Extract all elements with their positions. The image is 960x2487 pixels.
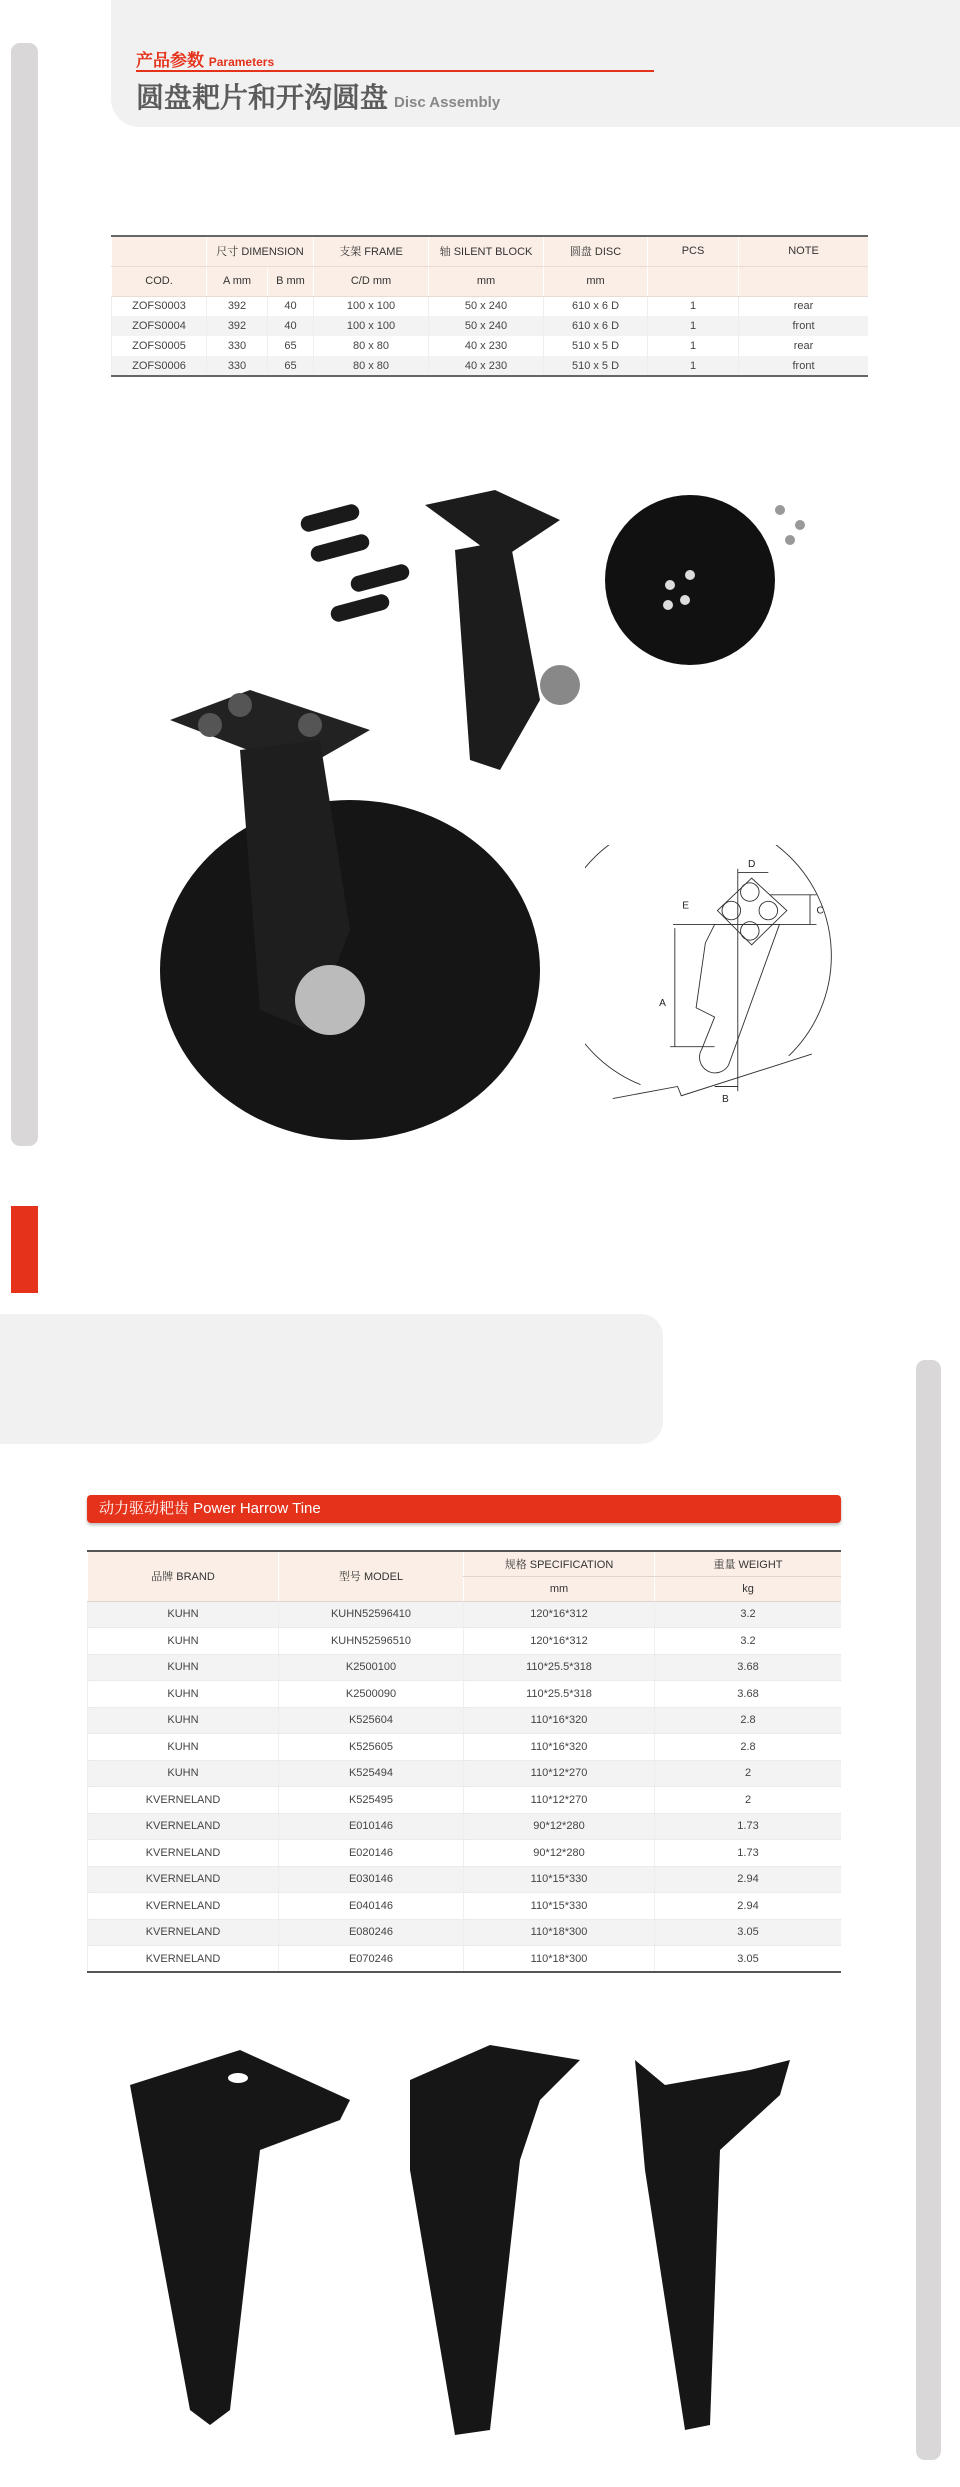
table-cell: 110*18*300 <box>464 1919 655 1946</box>
table-cell: 2.94 <box>655 1866 842 1893</box>
table-cell: 610 x 6 D <box>544 296 648 316</box>
table-cell: 90*12*280 <box>464 1813 655 1840</box>
table-cell: front <box>739 356 869 376</box>
table-cell: K2500100 <box>279 1654 464 1681</box>
table-cell: ZOFS0006 <box>112 356 207 376</box>
table-row <box>88 1813 842 1840</box>
table-cell: 2.94 <box>655 1893 842 1920</box>
dimension-diagram <box>585 845 835 1115</box>
table-row <box>88 1654 842 1681</box>
column-header: PCS <box>648 236 739 266</box>
table-row <box>88 1866 842 1893</box>
section-banner: 动力驱动耙齿 Power Harrow Tine <box>87 1495 841 1523</box>
table-cell: rear <box>739 296 869 316</box>
table-cell: KVERNELAND <box>88 1919 279 1946</box>
column-header <box>112 236 207 266</box>
table-cell: 110*16*320 <box>464 1734 655 1761</box>
column-header: mm <box>464 1576 655 1601</box>
table-cell: 50 x 240 <box>429 316 544 336</box>
table-row <box>88 1893 842 1920</box>
table-cell: K2500090 <box>279 1681 464 1708</box>
table-row <box>112 336 869 356</box>
small-bracket-image <box>425 490 580 770</box>
tine-photos <box>110 2040 810 2460</box>
table-cell: 3.68 <box>655 1681 842 1708</box>
table-cell: 3.68 <box>655 1654 842 1681</box>
table-cell: 40 <box>268 296 314 316</box>
table-cell: KUHN <box>88 1628 279 1655</box>
table-row <box>88 1919 842 1946</box>
table-cell: 80 x 80 <box>314 356 429 376</box>
table-row <box>88 1787 842 1814</box>
label-e: E <box>682 900 690 912</box>
table-cell: ZOFS0003 <box>112 296 207 316</box>
column-header: mm <box>429 266 544 296</box>
table-row <box>88 1946 842 1973</box>
column-header: C/D mm <box>314 266 429 296</box>
column-header: 圆盘 DISC <box>544 236 648 266</box>
table-cell: KUHN52596510 <box>279 1628 464 1655</box>
table-cell: 110*25.5*318 <box>464 1681 655 1708</box>
table-cell: E020146 <box>279 1840 464 1867</box>
table-row <box>112 356 869 376</box>
left-decor-bar <box>11 43 38 1146</box>
table-cell: ZOFS0004 <box>112 316 207 336</box>
table-cell: 2.8 <box>655 1707 842 1734</box>
label-d: D <box>747 859 756 871</box>
table-cell: 330 <box>207 336 268 356</box>
table-cell: 110*16*320 <box>464 1707 655 1734</box>
table-cell: 40 <box>268 316 314 336</box>
column-header: 品牌 BRAND <box>88 1551 279 1601</box>
table-cell: 392 <box>207 316 268 336</box>
table-cell: 1 <box>648 356 739 376</box>
table-cell: KVERNELAND <box>88 1893 279 1920</box>
small-disc-image <box>605 495 805 665</box>
table-row <box>112 296 869 316</box>
table-row <box>88 1681 842 1708</box>
table-cell: KVERNELAND <box>88 1946 279 1973</box>
table-cell: E010146 <box>279 1813 464 1840</box>
column-header: NOTE <box>739 236 869 266</box>
table-cell: front <box>739 316 869 336</box>
table-cell: 110*15*330 <box>464 1866 655 1893</box>
table-cell: KUHN <box>88 1760 279 1787</box>
tine-image-2 <box>410 2045 580 2435</box>
table-cell: KVERNELAND <box>88 1787 279 1814</box>
table-cell: KUHN <box>88 1707 279 1734</box>
table-cell: 1 <box>648 336 739 356</box>
column-header: 规格 SPECIFICATION <box>464 1551 655 1576</box>
column-header: COD. <box>112 266 207 296</box>
section-label: 产品参数 Parameters <box>136 51 275 70</box>
table-row <box>112 316 869 336</box>
disc-spec-table <box>111 235 868 377</box>
tine-image-1 <box>130 2050 350 2425</box>
table-cell: 120*16*312 <box>464 1601 655 1628</box>
table-row <box>88 1628 842 1655</box>
table-cell: 610 x 6 D <box>544 316 648 336</box>
table-cell: 2 <box>655 1787 842 1814</box>
column-header: A mm <box>207 266 268 296</box>
table-cell: 510 x 5 D <box>544 336 648 356</box>
column-header: 尺寸 DIMENSION <box>207 236 314 266</box>
table-cell: 3.2 <box>655 1601 842 1628</box>
table-cell: 330 <box>207 356 268 376</box>
table-cell: rear <box>739 336 869 356</box>
column-header: kg <box>655 1576 842 1601</box>
table-cell: 40 x 230 <box>429 356 544 376</box>
table-row <box>88 1840 842 1867</box>
label-a: A <box>659 997 666 1009</box>
table-cell: 1 <box>648 316 739 336</box>
table-row <box>88 1601 842 1628</box>
table-cell: 110*12*270 <box>464 1760 655 1787</box>
table-cell: K525495 <box>279 1787 464 1814</box>
table-cell: KUHN <box>88 1654 279 1681</box>
table-cell: 3.05 <box>655 1946 842 1973</box>
table-cell: KUHN52596410 <box>279 1601 464 1628</box>
table-cell: 2.8 <box>655 1734 842 1761</box>
table-cell: 65 <box>268 336 314 356</box>
table-row <box>88 1760 842 1787</box>
table-cell: KUHN <box>88 1734 279 1761</box>
table-cell: 3.2 <box>655 1628 842 1655</box>
table-cell: 110*25.5*318 <box>464 1654 655 1681</box>
column-header <box>648 266 739 296</box>
red-decor-block <box>11 1206 38 1293</box>
table-row <box>88 1734 842 1761</box>
table-cell: 40 x 230 <box>429 336 544 356</box>
table-cell: E070246 <box>279 1946 464 1973</box>
page-title: 圆盘耙片和开沟圆盘 Disc Assembly <box>136 82 501 113</box>
table-cell: 100 x 100 <box>314 296 429 316</box>
table-cell: KVERNELAND <box>88 1813 279 1840</box>
column-header: 重量 WEIGHT <box>655 1551 842 1576</box>
column-header: mm <box>544 266 648 296</box>
table-cell: 1.73 <box>655 1813 842 1840</box>
table-cell: 50 x 240 <box>429 296 544 316</box>
table-cell: E080246 <box>279 1919 464 1946</box>
table-cell: 110*15*330 <box>464 1893 655 1920</box>
column-header <box>739 266 869 296</box>
label-b: B <box>722 1094 729 1106</box>
table-cell: K525604 <box>279 1707 464 1734</box>
column-header: 轴 SILENT BLOCK <box>429 236 544 266</box>
table-cell: 3.05 <box>655 1919 842 1946</box>
table-row <box>88 1707 842 1734</box>
table-cell: 110*18*300 <box>464 1946 655 1973</box>
table-cell: 510 x 5 D <box>544 356 648 376</box>
table-cell: KUHN <box>88 1601 279 1628</box>
right-decor-bar <box>916 1360 941 2460</box>
table-cell: 392 <box>207 296 268 316</box>
section-panel <box>0 1314 663 1444</box>
label-c: C <box>816 905 824 917</box>
table-cell: E040146 <box>279 1893 464 1920</box>
column-header: 支架 FRAME <box>314 236 429 266</box>
table-cell: 100 x 100 <box>314 316 429 336</box>
column-header: B mm <box>268 266 314 296</box>
table-cell: 1.73 <box>655 1840 842 1867</box>
pins-image <box>299 503 411 624</box>
table-cell: 1 <box>648 296 739 316</box>
table-cell: E030146 <box>279 1866 464 1893</box>
table-cell: 2 <box>655 1760 842 1787</box>
table-cell: KVERNELAND <box>88 1866 279 1893</box>
table-cell: KUHN <box>88 1681 279 1708</box>
table-cell: K525494 <box>279 1760 464 1787</box>
table-cell: 65 <box>268 356 314 376</box>
tine-image-3 <box>635 2060 790 2430</box>
tine-spec-table <box>87 1550 841 1973</box>
table-cell: KVERNELAND <box>88 1840 279 1867</box>
table-cell: 90*12*280 <box>464 1840 655 1867</box>
table-cell: ZOFS0005 <box>112 336 207 356</box>
table-cell: 110*12*270 <box>464 1787 655 1814</box>
table-cell: 120*16*312 <box>464 1628 655 1655</box>
header-divider <box>136 70 654 72</box>
table-cell: K525605 <box>279 1734 464 1761</box>
table-cell: 80 x 80 <box>314 336 429 356</box>
column-header: 型号 MODEL <box>279 1551 464 1601</box>
